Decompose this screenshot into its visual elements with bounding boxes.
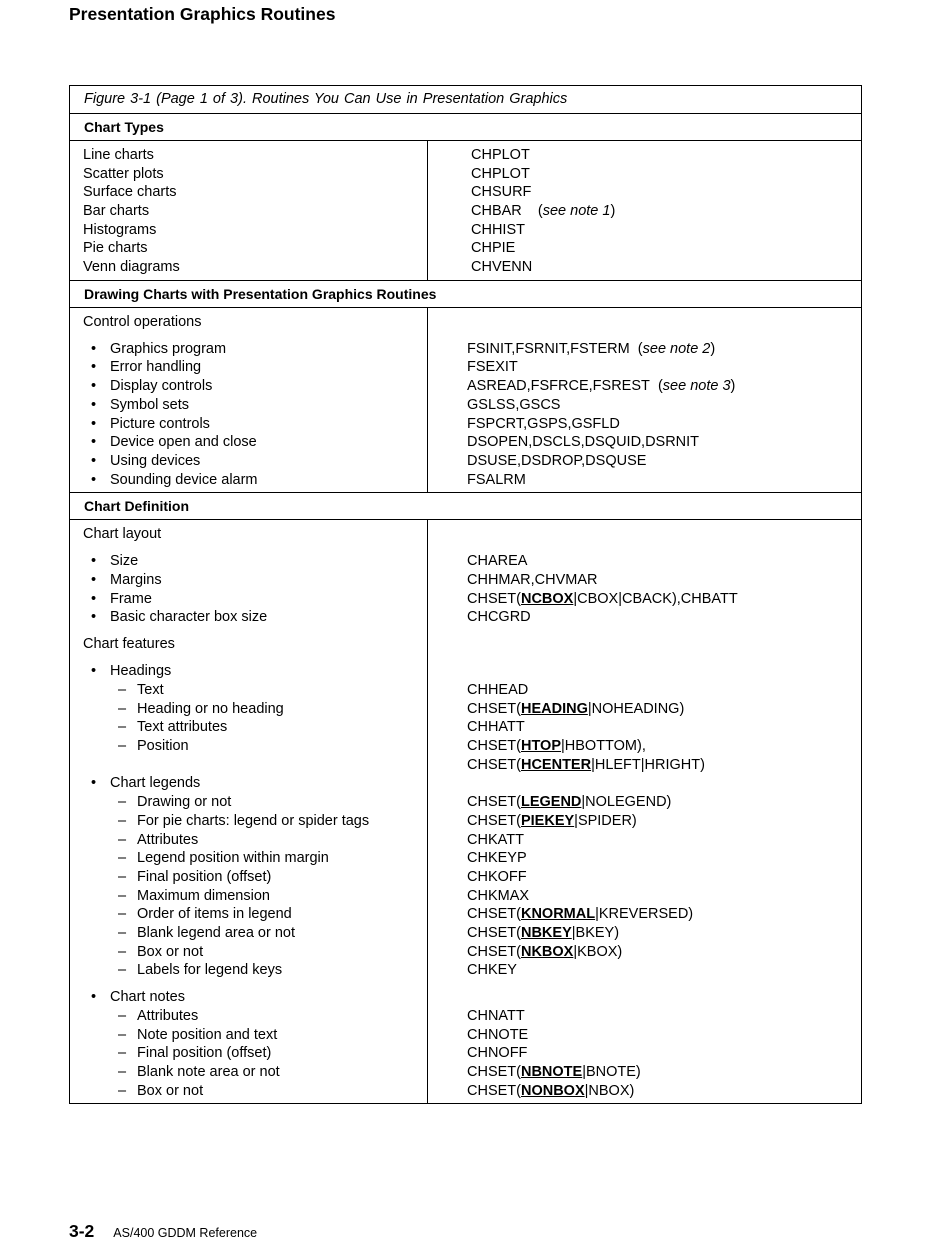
bullet-icon: •: [91, 989, 97, 1006]
routine-name: ASREAD,FSFRCE,FSREST: [467, 378, 650, 395]
routine-name: GSLSS,GSCS: [467, 396, 561, 413]
dash-icon: –: [118, 1045, 127, 1062]
default-option: HEADING: [520, 700, 588, 717]
note-reference: see note 3: [662, 378, 731, 395]
page-footer: [69, 1221, 257, 1242]
routine-call: CHSET(HEADING|NOHEADING): [467, 700, 685, 717]
sub-item: – Box or not: [118, 1082, 204, 1099]
default-option: PIEKEY: [520, 812, 575, 829]
routines-figure-table: [69, 85, 862, 1104]
list-item: • Error handling: [91, 359, 202, 376]
routine-name: CHKMAX: [467, 887, 530, 904]
dash-icon: –: [118, 1026, 127, 1043]
routine-name: CHVENN: [471, 259, 533, 276]
routine-name: FSEXIT: [467, 359, 518, 376]
section-heading-chart-definition: Chart Definition: [70, 493, 861, 520]
chart-type-label: Scatter plots: [83, 165, 164, 182]
sub-item: – Drawing or not: [118, 794, 232, 811]
figure-caption: Figure 3-1 (Page 1 of 3). Routines You Can Use in Presentation Graphics: [70, 86, 861, 114]
chart-types-routines: [428, 141, 861, 280]
drawing-labels: [70, 308, 428, 492]
book-title: AS/400 GDDM Reference: [113, 1226, 258, 1240]
routine-with-note: FSINIT,FSRNIT,FSTERM (see note 2): [467, 340, 716, 357]
sub-item: – Note position and text: [118, 1026, 278, 1043]
dash-icon: –: [118, 700, 127, 717]
routine-name: CHBAR: [471, 203, 522, 220]
dash-icon: –: [118, 738, 127, 755]
chart-type-label: Line charts: [83, 147, 154, 163]
routine-name: CHPLOT: [471, 147, 530, 163]
section-heading-drawing: Drawing Charts with Presentation Graphics Routines: [70, 281, 861, 308]
routine-call: CHSET(LEGEND|NOLEGEND): [467, 794, 672, 811]
routine-call: CHSET(HTOP|HBOTTOM),: [467, 738, 646, 755]
routine-call: CHSET(NKBOX|KBOX): [467, 943, 623, 960]
chart-type-label: Surface charts: [83, 184, 177, 201]
routine-name: CHSURF: [471, 184, 532, 201]
dash-icon: –: [118, 850, 127, 867]
sub-item: – Attributes: [118, 831, 199, 848]
routine-name: FSALRM: [467, 471, 526, 488]
routine-name: CHHATT: [467, 719, 525, 736]
section-chart-types: [70, 141, 861, 281]
routine-name: CHPIE: [471, 240, 516, 257]
bullet-icon: •: [91, 775, 97, 792]
page-number: 3-2: [69, 1221, 95, 1241]
running-header-title: Presentation Graphics Routines: [69, 4, 336, 24]
routine-call: CHSET(NBNOTE|BNOTE): [467, 1064, 641, 1081]
chart-type-label: Venn diagrams: [83, 259, 180, 276]
list-item: • Graphics program: [91, 340, 227, 357]
routine-name: CHKEYP: [467, 850, 527, 867]
routine-with-note: ASREAD,FSFRCE,FSREST (see note 3): [467, 378, 736, 395]
group-label: Chart features: [83, 636, 175, 653]
group-label: Control operations: [83, 313, 202, 330]
routine-with-note: CHBAR (see note 1): [471, 203, 616, 220]
routine-name: CHHEAD: [467, 682, 529, 698]
bullet-icon: •: [91, 609, 97, 626]
drawing-routines: [428, 308, 861, 492]
default-option: NBKEY: [520, 924, 572, 941]
routine-call: CHSET(NCBOX|CBOX|CBACK),CHBATT: [467, 590, 738, 607]
dash-icon: –: [118, 887, 127, 904]
routine-call: CHSET(PIEKEY|SPIDER): [467, 812, 637, 829]
list-item: • Size: [91, 553, 139, 570]
routine-name: CHKEY: [467, 962, 517, 979]
default-option: KNORMAL: [520, 906, 596, 923]
routine-name: CHKOFF: [467, 868, 527, 885]
note-reference: see note 2: [642, 340, 711, 357]
sub-item: – Blank note area or not: [118, 1064, 280, 1081]
list-item: • Symbol sets: [91, 396, 189, 413]
dash-icon: –: [118, 831, 127, 848]
bullet-icon: •: [91, 396, 97, 413]
routine-name: FSPCRT,GSPS,GSFLD: [467, 415, 620, 432]
sub-item: – Labels for legend keys: [118, 962, 283, 979]
dash-icon: –: [118, 1007, 127, 1024]
sub-item: – Attributes: [118, 1007, 199, 1024]
sub-item: – Box or not: [118, 943, 204, 960]
dash-icon: –: [118, 812, 127, 829]
bullet-icon: •: [91, 415, 97, 432]
sub-item: – Maximum dimension: [118, 887, 270, 904]
default-option: NKBOX: [520, 943, 574, 960]
bullet-icon: •: [91, 452, 97, 469]
list-item: • Margins: [91, 571, 162, 588]
definition-labels: [70, 520, 428, 1103]
dash-icon: –: [118, 794, 127, 811]
sub-item: – Final position (offset): [118, 868, 272, 885]
sub-item: – Text: [118, 682, 164, 698]
dash-icon: –: [118, 906, 127, 923]
routine-name: CHHMAR,CHVMAR: [467, 571, 598, 588]
list-item: • Using devices: [91, 452, 201, 469]
chart-types-labels: [70, 141, 428, 280]
section-heading-chart-types: Chart Types: [70, 114, 861, 141]
list-item: • Chart notes: [91, 989, 185, 1006]
chart-type-label: Histograms: [83, 221, 157, 238]
routine-call: CHSET(KNORMAL|KREVERSED): [467, 906, 694, 923]
bullet-icon: •: [91, 378, 97, 395]
sub-item: – For pie charts: legend or spider tags: [118, 812, 370, 829]
dash-icon: –: [118, 1082, 127, 1099]
sub-item: – Order of items in legend: [118, 906, 292, 923]
list-item: • Sounding device alarm: [91, 471, 258, 488]
chart-type-label: Pie charts: [83, 240, 148, 257]
list-item: • Basic character box size: [91, 609, 268, 626]
list-item: • Picture controls: [91, 415, 210, 432]
dash-icon: –: [118, 943, 127, 960]
bullet-icon: •: [91, 663, 97, 680]
chart-type-label: Bar charts: [83, 203, 150, 220]
default-option: LEGEND: [520, 794, 582, 811]
list-item: • Device open and close: [91, 434, 257, 451]
section-drawing: [70, 308, 861, 493]
sub-item: – Text attributes: [118, 719, 228, 736]
routine-name: CHAREA: [467, 553, 528, 570]
sub-item: – Heading or no heading: [118, 700, 284, 717]
bullet-icon: •: [91, 553, 97, 570]
definition-routines: [428, 520, 861, 1103]
note-reference: see note 1: [542, 203, 611, 220]
routine-name: CHPLOT: [471, 165, 530, 182]
list-item: • Frame: [91, 590, 152, 607]
dash-icon: –: [118, 1064, 127, 1081]
routine-name: DSUSE,DSDROP,DSQUSE: [467, 452, 647, 469]
routine-call: CHSET(HCENTER|HLEFT|HRIGHT): [467, 756, 705, 773]
dash-icon: –: [118, 962, 127, 979]
list-item: • Headings: [91, 663, 172, 680]
section-chart-definition: [70, 520, 861, 1103]
default-option: HCENTER: [520, 756, 592, 773]
list-item: • Chart legends: [91, 775, 201, 792]
sub-item: – Blank legend area or not: [118, 924, 295, 941]
routine-name: CHHIST: [471, 221, 525, 238]
bullet-icon: •: [91, 471, 97, 488]
list-item: • Display controls: [91, 378, 213, 395]
bullet-icon: •: [91, 434, 97, 451]
dash-icon: –: [118, 924, 127, 941]
sub-item: – Final position (offset): [118, 1045, 272, 1062]
routine-name: CHNATT: [467, 1007, 525, 1024]
bullet-icon: •: [91, 359, 97, 376]
bullet-icon: •: [91, 571, 97, 588]
default-option: HTOP: [520, 738, 562, 755]
default-option: NBNOTE: [520, 1064, 583, 1081]
routine-call: CHSET(NONBOX|NBOX): [467, 1082, 635, 1099]
routine-name: CHNOFF: [467, 1045, 528, 1062]
routine-name: CHNOTE: [467, 1026, 529, 1043]
group-label: Chart layout: [83, 526, 162, 543]
bullet-icon: •: [91, 590, 97, 607]
default-option: NONBOX: [520, 1082, 585, 1099]
dash-icon: –: [118, 868, 127, 885]
routine-name: DSOPEN,DSCLS,DSQUID,DSRNIT: [467, 434, 700, 451]
default-option: NCBOX: [520, 590, 574, 607]
routine-name: FSINIT,FSRNIT,FSTERM: [467, 340, 630, 357]
dash-icon: –: [118, 719, 127, 736]
routine-call: CHSET(NBKEY|BKEY): [467, 924, 620, 941]
routine-name: CHKATT: [467, 831, 524, 848]
dash-icon: –: [118, 682, 127, 698]
sub-item: – Position: [118, 738, 189, 755]
routine-name: CHCGRD: [467, 609, 531, 626]
sub-item: – Legend position within margin: [118, 850, 329, 867]
bullet-icon: •: [91, 340, 97, 357]
